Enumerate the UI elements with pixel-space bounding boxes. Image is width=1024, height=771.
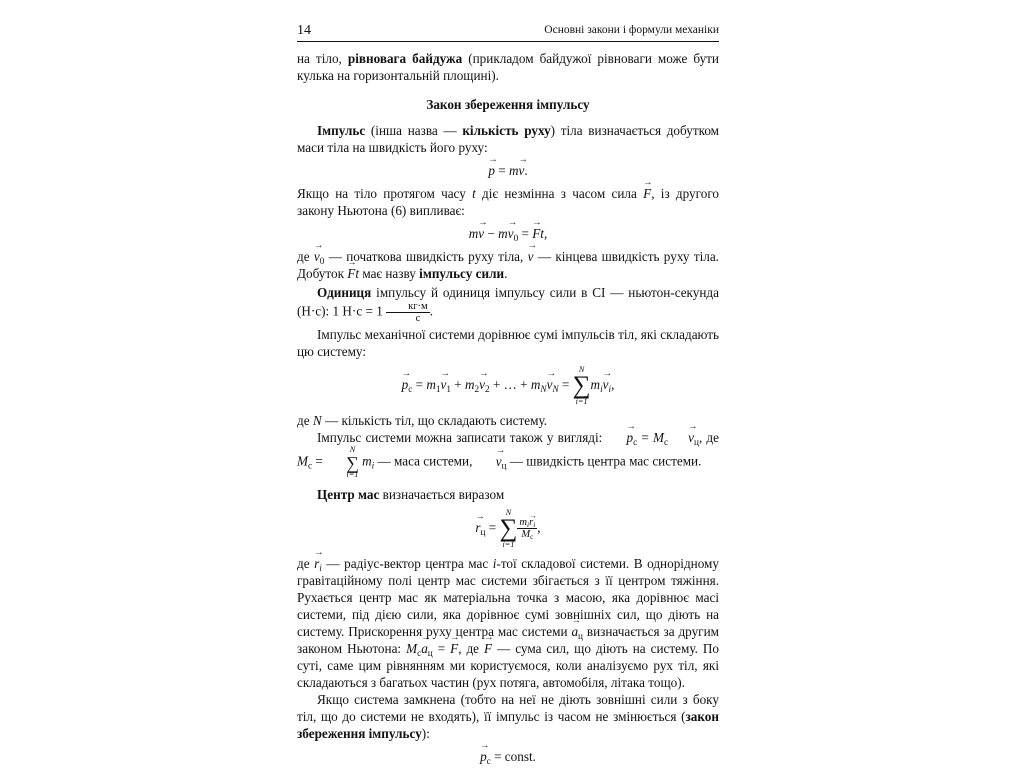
momentum-definition-paragraph: Імпульс (інша назва — кількість руху) тіла визначається добутком маси тіла на швидкість його руху: (297, 123, 720, 155)
summation-sign: N ∑ i=1 (572, 365, 591, 407)
impulse-definition-paragraph: де → $v_0$ — початкова швидкість руху тіла, → v — кінцева швидкість руху тіла. Добуток → Ft має назву імпульсу сили. (297, 248, 719, 282)
section-title: Закон збереження імпульсу (426, 97, 590, 112)
inline-summation-sign: N ∑ i=1 (346, 445, 359, 480)
equation-momentum: → p = m→ v. (297, 162, 719, 179)
running-header (297, 22, 719, 42)
running-title: Основні закони і формули механіки (544, 24, 719, 36)
page-number: 14 (297, 23, 311, 38)
equation-system-momentum: → $p_c = m_1\to v_1 + m_2\to v_2$ + … + $m_N\to v_N$ = N ∑ i=1 $m_i\to v_i$, (297, 366, 719, 406)
system-momentum-paragraph: Імпульс механічної системи дорівнює сумі імпульсів тіл, які складають цю систему: (297, 327, 719, 360)
center-of-mass-description: де → $r_i$ — радіус-вектор центра мас i-тої складової системи. В однорідному гравітаційному полі центр мас системи збігається з її центром тяжіння. Рухається центр мас як матеріальна точка з масою, яка дорівнює масі системи, під дією сили, яка дорівнює сумі зовнішніх сил, що діють на систему. Прискорення руху центра мас системи → $a_ц$ визначається за другим законом Ньютона: $M_c\to a_ц$ = → F, де → F — сума сил, що діють на систему. По суті, саме цим рівнянням ми користуємося, коли аналізуємо рух тіл, які складаються з багатьох частин (рух потяга, автомобіля, літака тощо). (297, 555, 719, 691)
center-summation-sign: N ∑ i=1 (499, 507, 518, 549)
system-form-paragraph: Імпульс системи можна записати також у вигляді: → $p_c = M_c\to v_ц$, де $M_c$ = N ∑ i=1 $m_i$ — маса системи, → $v_ц$ — швидкість центра мас системи. (297, 429, 719, 479)
newton-paragraph: Якщо на тіло протягом часу t діє незмінна з часом сила → F, із другого закону Ньютона (6) випливає: (297, 185, 719, 219)
equation-center-of-mass: → $r_ц$ = N ∑ i=1 $\frac{m_i\to r_i}{M_c}$ , (297, 509, 719, 549)
closed-system-paragraph: Якщо система замкнена (тобто на неї не діють зовнішні сили з боку тіл, що до системи не входять), її імпульс із часом не змінюється (закон збереження імпульсу): (297, 691, 719, 741)
unit-paragraph: Одиниця імпульсу й одиниця імпульсу сили в СІ — ньютон-секунда (Н·с): 1 Н·с = 1 $\frac{кг\cdot м}{с}$ . (297, 285, 719, 325)
center-of-mass-paragraph: Центр мас визначається виразом (317, 486, 505, 502)
unit-fraction: $\frac{кг\cdot м}{с}$ (386, 301, 430, 324)
where-n-paragraph: де N — кількість тіл, що складають систему. (297, 413, 548, 429)
intro-paragraph: на тіло, рівновага байдужа (прикладом байдужої рівноваги може бути кулька на горизонтальній площині). (297, 51, 719, 83)
book-page (297, 22, 719, 771)
equation-conservation: → $p_c$ = const. (297, 748, 719, 765)
center-fraction: $\frac{m_i\to r_i}{M_c}$ (517, 517, 537, 540)
equation-impulse: $m\to v - m\to v_0$ = → Ft, (297, 225, 719, 242)
